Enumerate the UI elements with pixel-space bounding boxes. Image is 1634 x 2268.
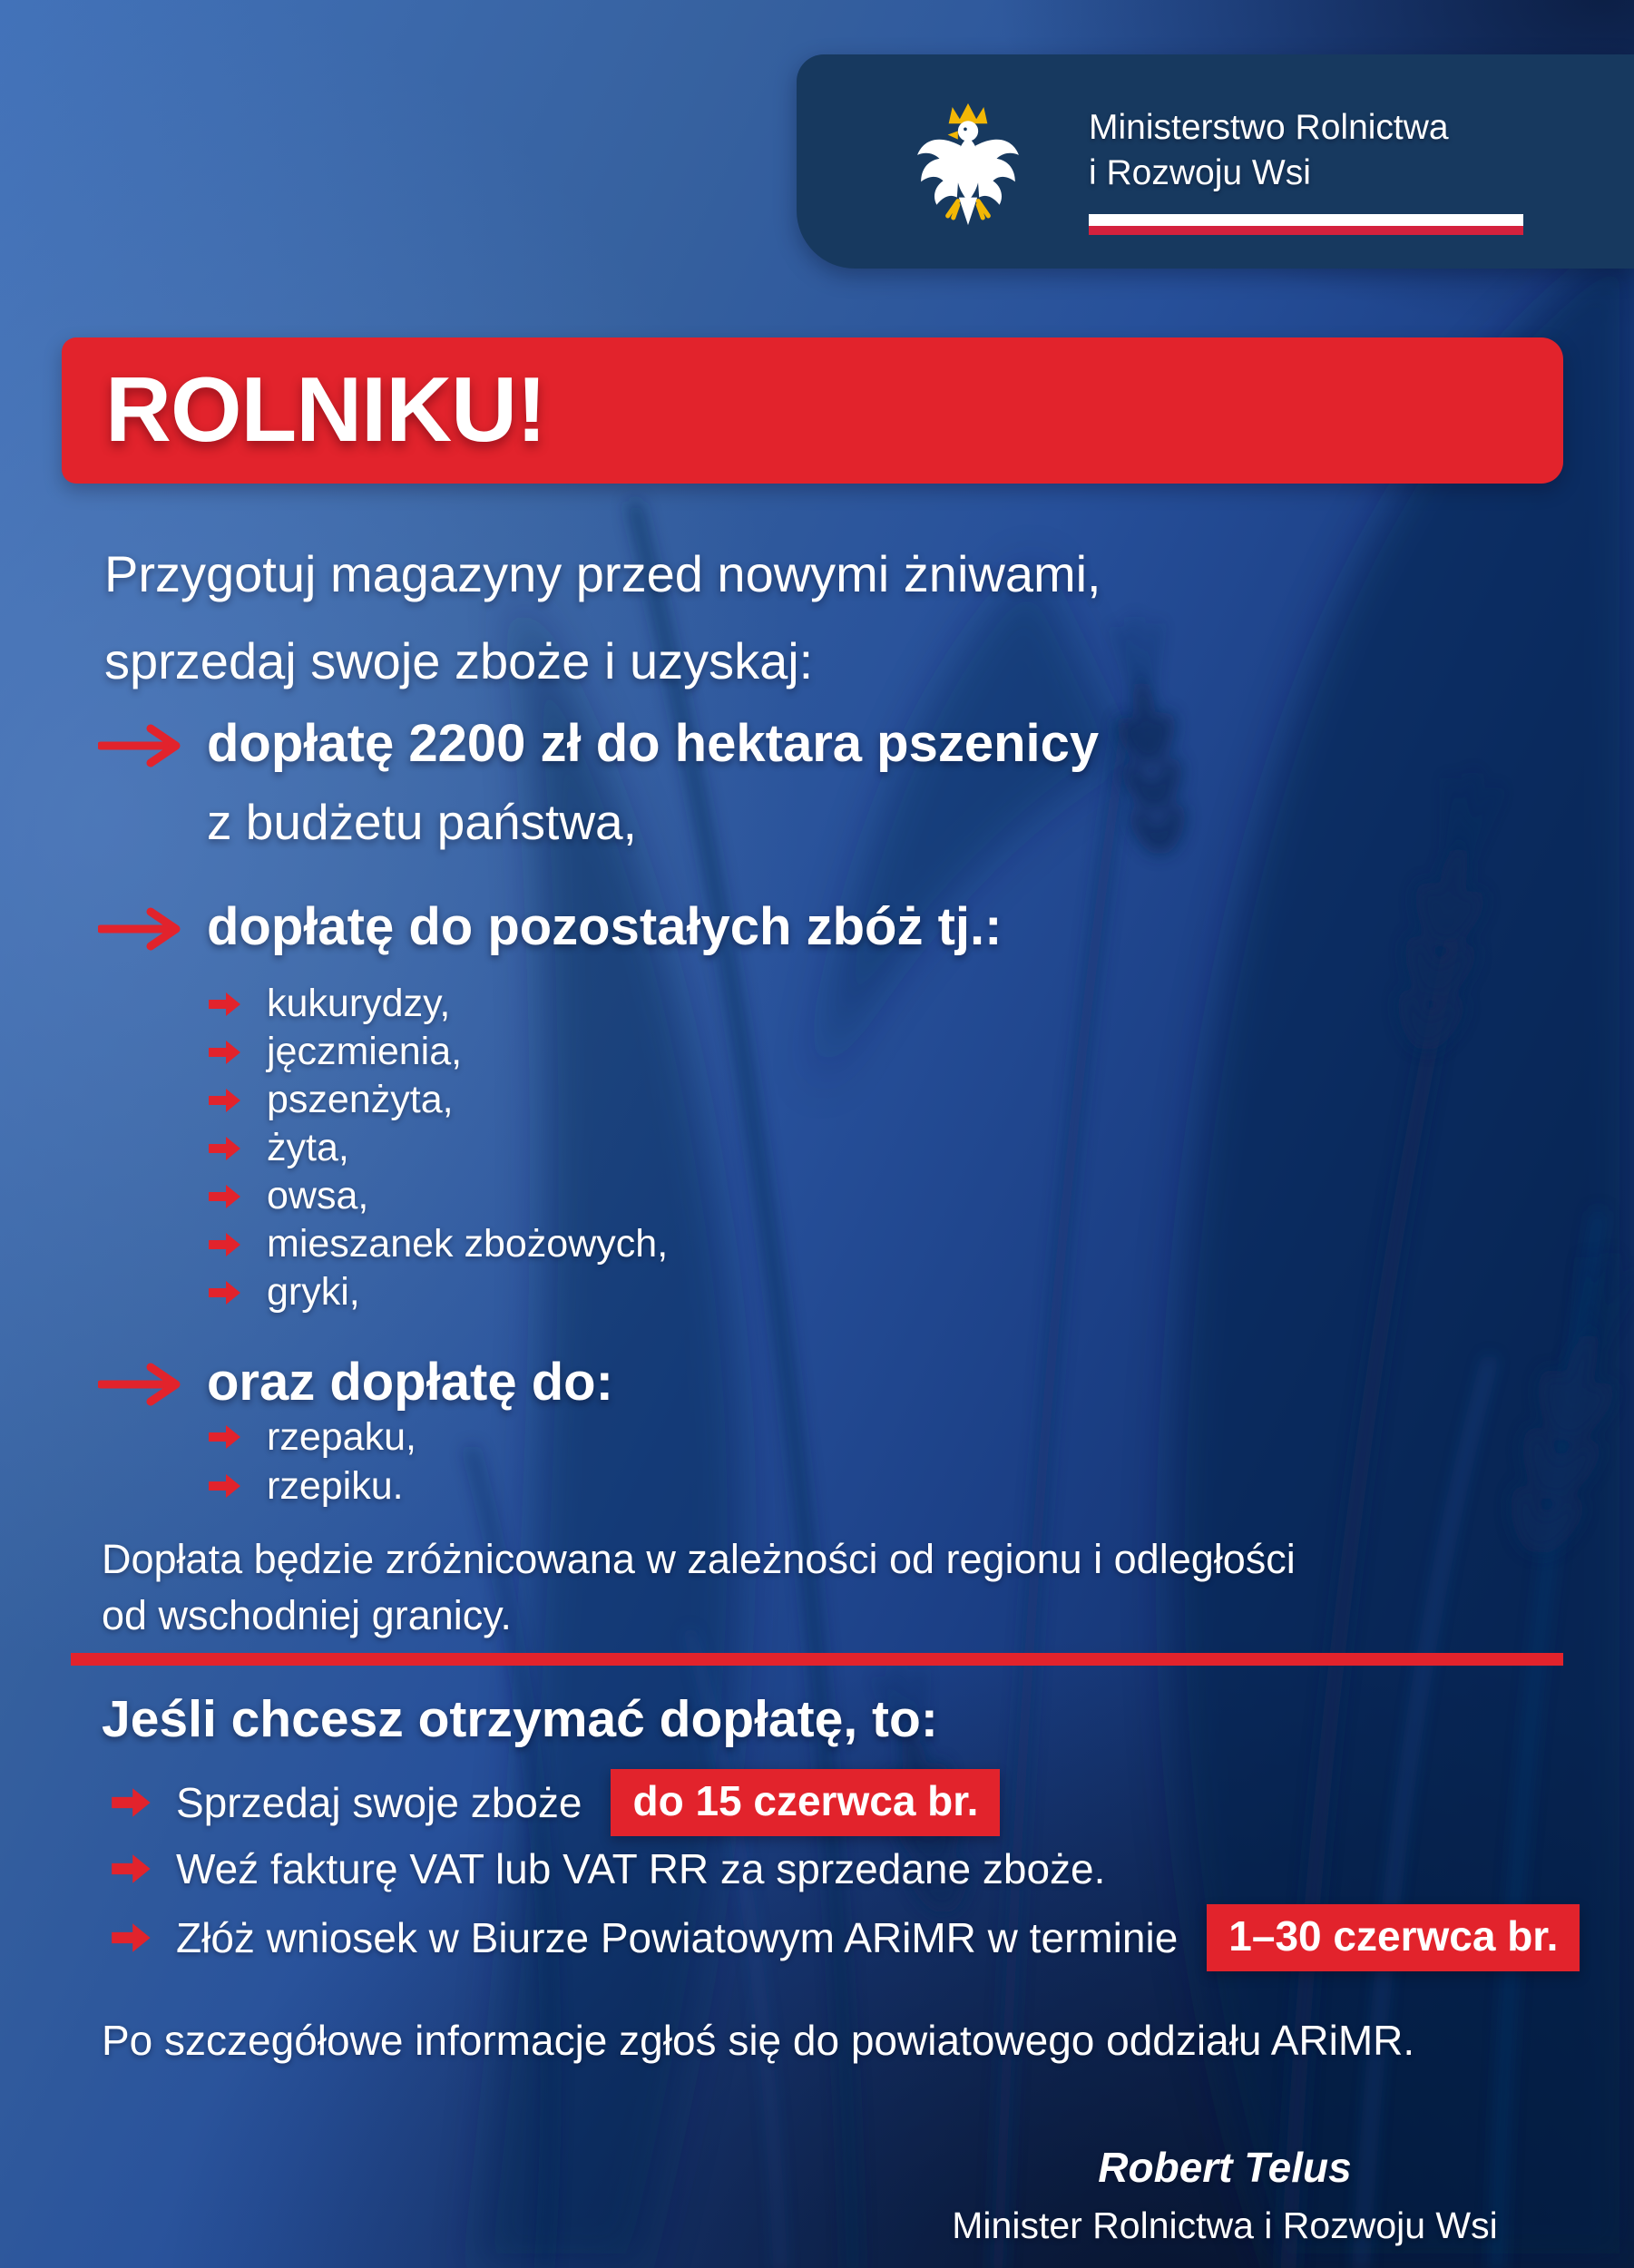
note-line2: od wschodniej granicy. xyxy=(102,1592,512,1638)
list-item-label: jęczmienia, xyxy=(267,1030,463,1073)
steps-heading: Jeśli chcesz otrzymać dopłatę, to: xyxy=(102,1690,938,1748)
rapeseed-list xyxy=(209,1413,416,1510)
minister-name: Robert Telus xyxy=(1098,2144,1352,2191)
list-item xyxy=(209,1461,416,1510)
list-arrow-icon xyxy=(209,1040,241,1065)
step-arrow-icon xyxy=(111,1787,152,1818)
list-arrow-icon xyxy=(209,992,241,1017)
minister-title: Minister Rolnictwa i Rozwoju Wsi xyxy=(952,2204,1498,2246)
step-text: Weź fakturę VAT lub VAT RR za sprzedane zboże. xyxy=(176,1845,1106,1892)
step-arrow-icon xyxy=(111,1922,152,1953)
ministry-name-line2: i Rozwoju Wsi xyxy=(1089,153,1311,192)
title-banner xyxy=(62,337,1563,484)
section3-title: oraz dopłatę do: xyxy=(207,1353,613,1412)
list-arrow-icon xyxy=(209,1280,241,1305)
list-item-label: żyta, xyxy=(267,1126,349,1169)
list-item-label: gryki, xyxy=(267,1270,360,1314)
info-footer: Po szczegółowe informacje zgłoś się do powiatowego oddziału ARiMR. xyxy=(102,2017,1415,2064)
list-item-label: kukurydzy, xyxy=(267,982,451,1025)
deadline-highlight: do 15 czerwca br. xyxy=(611,1769,1000,1836)
section-arrow-icon xyxy=(98,907,185,951)
list-arrow-icon xyxy=(209,1232,241,1257)
poland-flag-icon xyxy=(1089,214,1523,235)
flag-white-stripe xyxy=(1089,214,1523,226)
intro-line2: sprzedaj swoje zboże i uzyskaj: xyxy=(104,632,814,689)
list-item xyxy=(209,1028,668,1076)
deadline-highlight: 1–30 czerwca br. xyxy=(1207,1904,1580,1971)
red-divider xyxy=(71,1653,1563,1666)
section2-title: dopłatę do pozostałych zbóż tj.: xyxy=(207,897,1003,956)
polish-eagle-icon xyxy=(913,87,1023,240)
section1-subtitle: z budżetu państwa, xyxy=(207,794,637,850)
list-arrow-icon xyxy=(209,1184,241,1209)
list-item xyxy=(209,980,668,1028)
list-item-label: pszenżyta, xyxy=(267,1078,454,1121)
section1-title: dopłatę 2200 zł do hektara pszenicy xyxy=(207,714,1100,773)
grain-list xyxy=(209,980,668,1316)
intro-paragraph xyxy=(104,531,1101,705)
note-line1: Dopłata będzie zróżnicowana w zależności od regionu i odległości xyxy=(102,1536,1296,1582)
list-arrow-icon xyxy=(209,1088,241,1113)
list-item-label: rzepaku, xyxy=(267,1414,416,1459)
step-arrow-icon xyxy=(111,1853,152,1884)
section-arrow-icon xyxy=(98,1363,185,1406)
step-text: Złóż wniosek w Biurze Powiatowym ARiMR w terminie xyxy=(176,1914,1179,1961)
regional-note xyxy=(102,1531,1296,1644)
step-item xyxy=(111,1839,1105,1899)
list-arrow-icon xyxy=(209,1473,241,1499)
list-item xyxy=(209,1220,668,1268)
ministry-name-line1: Ministerstwo Rolnictwa xyxy=(1089,108,1449,147)
step-item xyxy=(111,1908,1580,1968)
ministry-panel xyxy=(797,54,1634,269)
list-item xyxy=(209,1413,416,1461)
list-arrow-icon xyxy=(209,1424,241,1450)
list-arrow-icon xyxy=(209,1136,241,1161)
list-item-label: rzepiku. xyxy=(267,1463,404,1508)
list-item-label: mieszanek zbożowych, xyxy=(267,1222,669,1266)
list-item xyxy=(209,1172,668,1220)
poster-title: ROLNIKU! xyxy=(105,359,546,461)
intro-line1: Przygotuj magazyny przed nowymi żniwami, xyxy=(104,545,1101,602)
list-item xyxy=(209,1076,668,1124)
list-item-label: owsa, xyxy=(267,1174,369,1217)
signature-block xyxy=(944,2143,1506,2247)
step-text: Sprzedaj swoje zboże xyxy=(176,1779,582,1826)
flag-red-stripe xyxy=(1089,226,1523,235)
list-item xyxy=(209,1124,668,1172)
list-item xyxy=(209,1268,668,1316)
section-arrow-icon xyxy=(98,724,185,767)
step-item xyxy=(111,1773,1000,1833)
